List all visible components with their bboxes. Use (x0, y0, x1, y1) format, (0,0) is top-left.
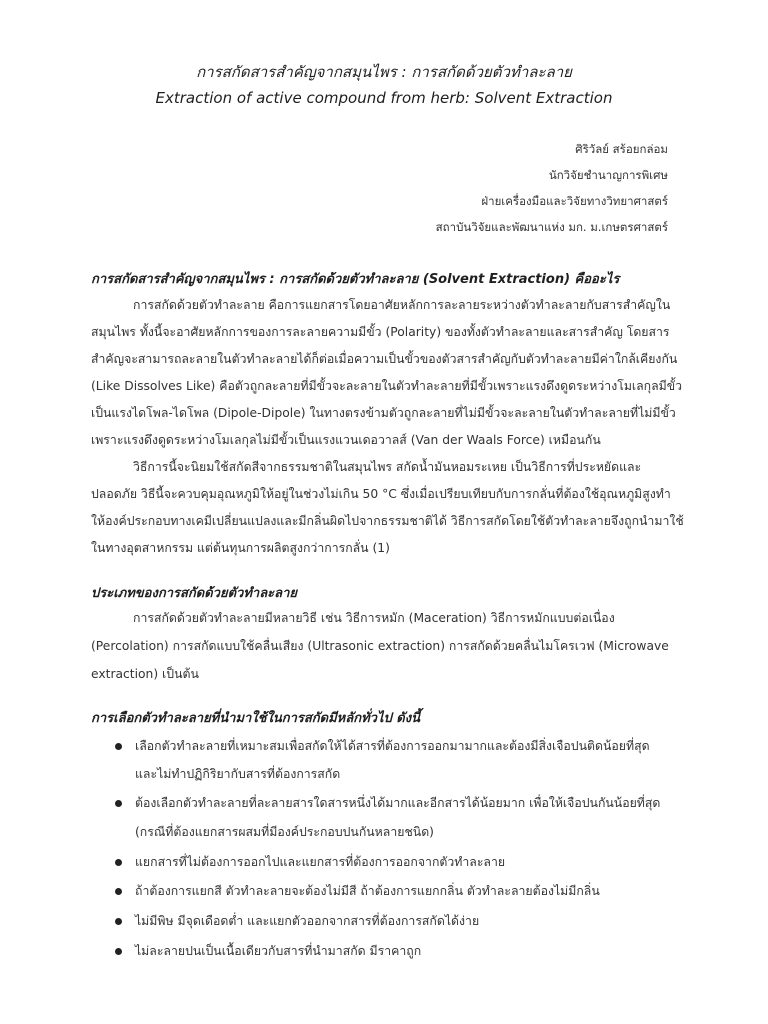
s1-p2-line-1: วิธีการนี้จะนิยมใช้สกัดสีจากธรรมชาติในสมุนไพร สกัดน้ำมันหอมระเหย เป็นวิธีการที่ประหยัดและ (133, 460, 642, 474)
bullet-4-line-1: ถ้าต้องการแยกสี ตัวทำละลายจะต้องไม่มีสี ถ้าต้องการแยกกลิ่น ตัวทำละลายต้องไม่มีกลิ่น (135, 884, 600, 898)
bullet-2-line-2: (กรณีที่ต้องแยกสารผสมที่มีองค์ประกอบปนกันหลายชนิด) (135, 825, 434, 839)
title-english: Extraction of active compound from herb: Solvent Extraction (155, 89, 613, 107)
s2-line-2: (Percolation) การสกัดแบบใช้คลื่นเสียง (Ultrasonic extraction) การสกัดด้วยคลื่นไมโครเวฟ (Microwave (91, 639, 669, 653)
author-department: ฝ่ายเครื่องมือและวิจัยทางวิทยาศาสตร์ (481, 194, 668, 208)
s1-p2-line-2: ปลอดภัย วิธีนี้จะควบคุมอุณหภูมิให้อยู่ในช่วงไม่เกิน 50 °C ซึ่งเมื่อเปรียบเทียบกับการกลั่นที่ต้องใช้อุณหภูมิสูงทำ (91, 487, 671, 501)
bullet-1-line-1: เลือกตัวทำละลายที่เหมาะสมเพื่อสกัดให้ได้สารที่ต้องการออกมามากและต้องมีสิ่งเจือปนติดน้อยที่สุด (135, 739, 650, 753)
s1-p1-line-6: เพราะแรงดึงดูดระหว่างโมเลกุลไม่มีขั้วเป็นแรงแวนเดอวาลส์ (Van der Waals Force) เหมือนกัน (91, 433, 601, 447)
author-name: ศิริวัลย์ สร้อยกล่อม (575, 142, 668, 156)
author-block (436, 136, 668, 240)
s1-p1-line-5: เป็นแรงไดโพล-ไดโพล (Dipole-Dipole) ในทางตรงข้ามตัวถูกละลายที่ไม่มีขั้วจะละลายในตัวทำละลายที่ไม่มีขั้ว (91, 406, 676, 420)
bullet-icon (115, 888, 122, 895)
bullet-icon (115, 948, 122, 955)
title-thai: การสกัดสารสำคัญจากสมุนไพร : การสกัดด้วยตัวทำละลาย (196, 63, 572, 81)
bullet-icon (115, 800, 122, 807)
bullet-5-line-1: ไม่มีพิษ มีจุดเดือดต่ำ และแยกตัวออกจากสารที่ต้องการสกัดได้ง่าย (135, 914, 480, 928)
bullet-icon (115, 743, 122, 750)
s1-p2-line-3: ให้องค์ประกอบทางเคมีเปลี่ยนแปลงและมีกลิ่นผิดไปจากธรรมชาติได้ วิธีการสกัดโดยใช้ตัวทำละลายจึงถูกนำมาใช้ (91, 514, 684, 528)
section3-heading: การเลือกตัวทำละลายที่นำมาใช้ในการสกัดมีหลักทั่วไป ดังนี้ (91, 711, 420, 726)
s1-p2-line-4: ในทางอุตสาหกรรม แต่ต้นทุนการผลิตสูงกว่าการกลั่น (1) (91, 541, 390, 555)
s2-line-1: การสกัดด้วยตัวทำละลายมีหลายวิธี เช่น วิธีการหมัก (Maceration) วิธีการหมักแบบต่อเนื่อง (133, 611, 615, 625)
s1-p1-line-3: สำคัญจะสามารถละลายในตัวทำละลายได้ก็ต่อเมื่อความเป็นขั้วของตัวสารสำคัญกับตัวทำละลายมีค่าใกล้เคียงกัน (91, 352, 678, 366)
author-position: นักวิจัยชำนาญการพิเศษ (548, 168, 668, 182)
author-institute: สถาบันวิจัยและพัฒนาแห่ง มก. ม.เกษตรศาสตร์ (435, 220, 668, 234)
section1-heading: การสกัดสารสำคัญจากสมุนไพร : การสกัดด้วยตัวทำละลาย (Solvent Extraction) คืออะไร (91, 272, 620, 287)
s2-line-3: extraction) เป็นต้น (91, 667, 199, 681)
bullet-icon (115, 859, 122, 866)
s1-p1-line-4: (Like Dissolves Like) คือตัวถูกละลายที่มีขั้วจะละลายในตัวทำละลายที่มีขั้วเพราะแรงดึงดูดระหว่างโมเลกุลมีขั้ว (91, 379, 683, 393)
s1-p1-line-2: สมุนไพร ทั้งนี้จะอาศัยหลักการของการละลายความมีขั้ว (Polarity) ของทั้งตัวทำละลายและสารสำคัญ โดยสาร (91, 325, 670, 339)
s1-p1-line-1: การสกัดด้วยตัวทำละลาย คือการแยกสารโดยอาศัยหลักการละลายระหว่างตัวทำละลายกับสารสำคัญใน (133, 298, 671, 312)
bullet-2-line-1: ต้องเลือกตัวทำละลายที่ละลายสารใดสารหนึ่งได้มากและอีกสารได้น้อยมาก เพื่อให้เจือปนกันน้อยที่สุด (135, 796, 661, 810)
bullet-6-line-1: ไม่ละลายปนเป็นเนื้อเดียวกับสารที่นำมาสกัด มีราคาถูก (135, 944, 422, 958)
bullet-icon (115, 918, 122, 925)
bullet-1-line-2: และไม่ทำปฏิกิริยากับสารที่ต้องการสกัด (135, 767, 341, 781)
bullet-3-line-1: แยกสารที่ไม่ต้องการออกไปและแยกสารที่ต้องการออกจากตัวทำละลาย (135, 855, 506, 869)
section2-heading: ประเภทของการสกัดด้วยตัวทำละลาย (91, 586, 298, 601)
